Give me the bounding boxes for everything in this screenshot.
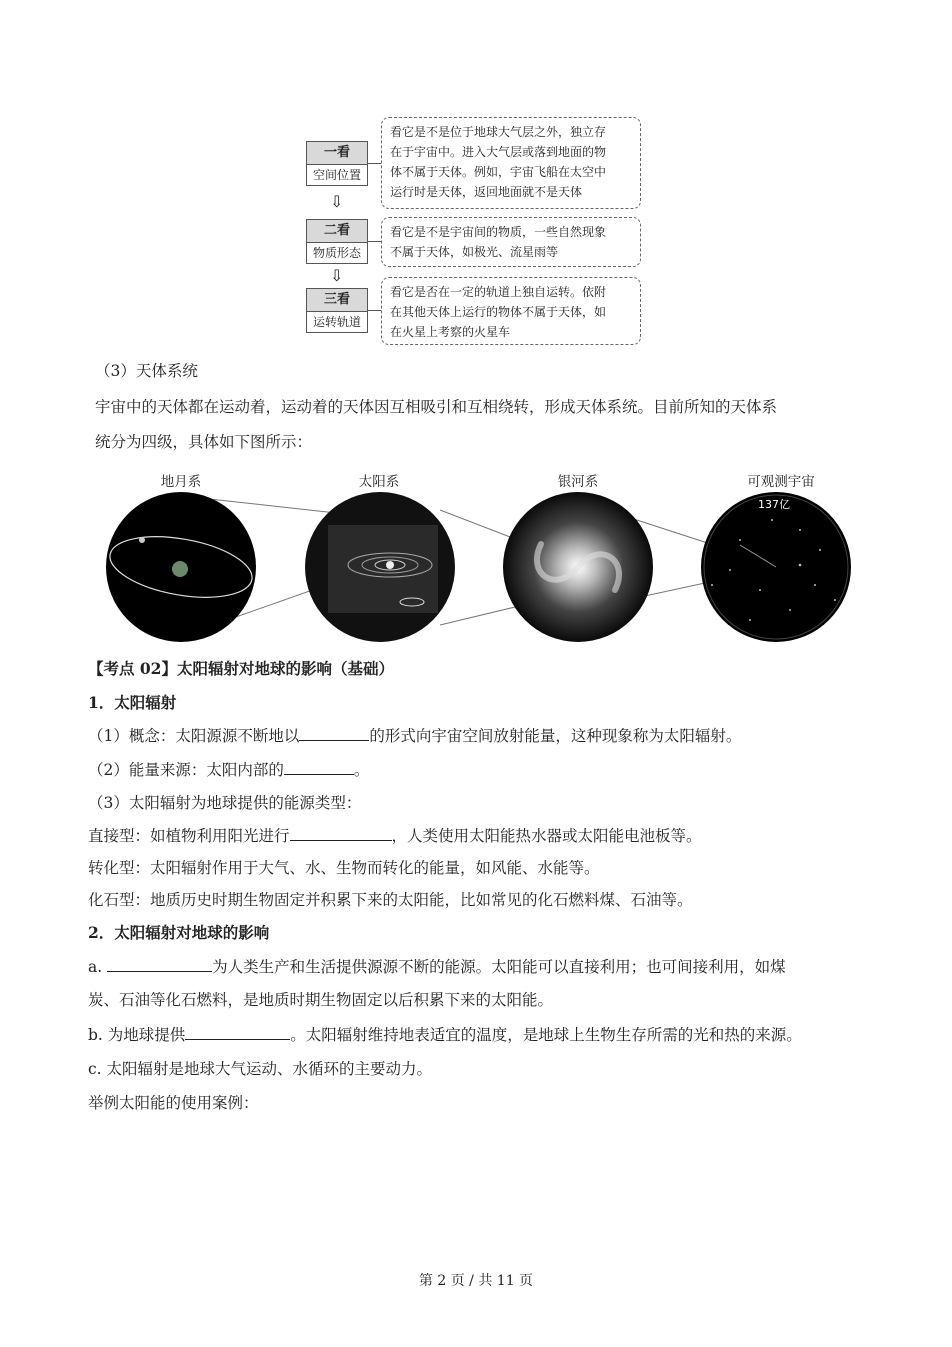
impact-b-line [88,1025,802,1045]
step-2-desc-line: 看它是不是宇宙间的物质，一些自然现象 [390,225,607,239]
step-3-connector [367,310,381,311]
step-2-box [306,219,368,264]
concept-text: （1）概念：太阳源源不断地以 [88,727,300,745]
blank-field[interactable] [284,760,354,775]
earth-icon [172,561,188,577]
blank-field[interactable] [107,957,212,972]
step-1-head: 一看 [307,142,367,165]
caption-solar-system: 太阳系 [358,474,400,490]
impact-c-line: c. 太阳辐射是地球大气运动、水循环的主要动力。 [88,1060,433,1078]
caption-galaxy: 银河系 [557,474,599,490]
blank-field[interactable] [290,826,392,841]
step-3-desc-line: 在其他天体上运行的物体不属于天体，如 [390,305,607,319]
down-arrow-icon: ⇩ [330,192,344,211]
page-footer: 第 2 页 / 共 11 页 [418,1273,534,1289]
example-prompt: 举例太阳能的使用案例： [88,1094,259,1112]
step-1-desc-line: 在于宇宙中。进入大气层或落到地面的物 [390,145,607,159]
caption-universe: 可观测宇宙 [747,474,815,490]
section-3-title: （3）天体系统 [95,362,198,380]
energy-source-text: （2）能量来源：太阳内部的 [88,761,284,779]
moon-icon [139,537,145,543]
converted-type-line: 转化型：太阳辐射作用于大气、水、生物而转化的能量，如风能、水能等。 [88,859,600,877]
concept-line [88,726,741,746]
step-1-box [306,141,368,186]
step-3-sub: 运转轨道 [312,315,361,329]
step-2-sub: 物质形态 [312,246,361,260]
section-3-para: 宇宙中的天体都在运动着，运动着的天体因互相吸引和互相绕转，形成天体系统。目前所知的天体系 [95,398,778,416]
step-3-box [306,288,368,333]
energy-source-line [88,760,369,780]
step-2-desc-line: 不属于天体，如极光、流星雨等 [390,245,559,259]
step-3-desc-line: 在火星上考察的火星车 [390,325,511,339]
step-1-desc-line: 看它是不是位于地球大气层之外，独立存 [390,125,607,139]
step-1-desc-line: 体不属于天体。例如，宇宙飞船在太空中 [390,165,607,179]
down-arrow-icon: ⇩ [330,266,344,285]
step-3-desc-line: 看它是否在一定的轨道上独自运转。依附 [390,285,607,299]
impact-b-text: b. 为地球提供 [88,1026,186,1044]
caption-earth-moon: 地月系 [160,474,202,490]
direct-type-text: 直接型：如植物利用阳光进行 [88,827,290,845]
blank-field[interactable] [185,1025,290,1040]
impact-a-text: a. [88,958,108,976]
direct-type-line [88,826,702,846]
step-3-head: 三看 [307,289,367,312]
blank-field[interactable] [299,726,369,741]
impact-b-text: 。太阳辐射维持地表适宜的温度，是地球上生物生存所需的光和热的来源。 [290,1026,802,1044]
subheading-impact: 2．太阳辐射对地球的影响 [88,923,270,942]
impact-a-text: 为人类生产和生活提供源源不断的能源。太阳能可以直接利用；也可间接利用，如煤 [212,958,786,976]
step-2-connector [367,241,381,242]
step-2-desc [381,217,641,267]
impact-a-line [88,957,786,977]
energy-types-line: （3）太阳辐射为地球提供的能源类型： [88,794,362,812]
step-1-desc-line: 运行时是天体，返回地面就不是天体 [390,185,583,199]
sun-icon [386,561,394,569]
kaodian-heading: 【考点 02】太阳辐射对地球的影响（基础） [88,659,394,678]
energy-source-text: 。 [353,761,370,779]
section-3-para: 统分为四级，具体如下图所示： [95,433,313,451]
subheading-solar-radiation: 1．太阳辐射 [88,693,177,712]
fossil-type-line: 化石型：地质历史时期生物固定并积累下来的太阳能，比如常见的化石燃料煤、石油等。 [88,891,693,909]
step-2-head: 二看 [307,220,367,243]
direct-type-text: ，人类使用太阳能热水器或太阳能电池板等。 [391,827,702,845]
step-1-sub: 空间位置 [312,168,361,182]
celestial-systems-svg [100,490,860,650]
universe-label: 137亿 [758,498,790,511]
step-3-desc [381,277,641,345]
step-1-connector [367,163,381,164]
concept-text: 的形式向宇宙空间放射能量，这种现象称为太阳辐射。 [369,727,742,745]
impact-a-line-2: 炭、石油等化石燃料，是地质时期生物固定以后积累下来的太阳能。 [88,991,554,1009]
step-1-desc [381,117,641,209]
